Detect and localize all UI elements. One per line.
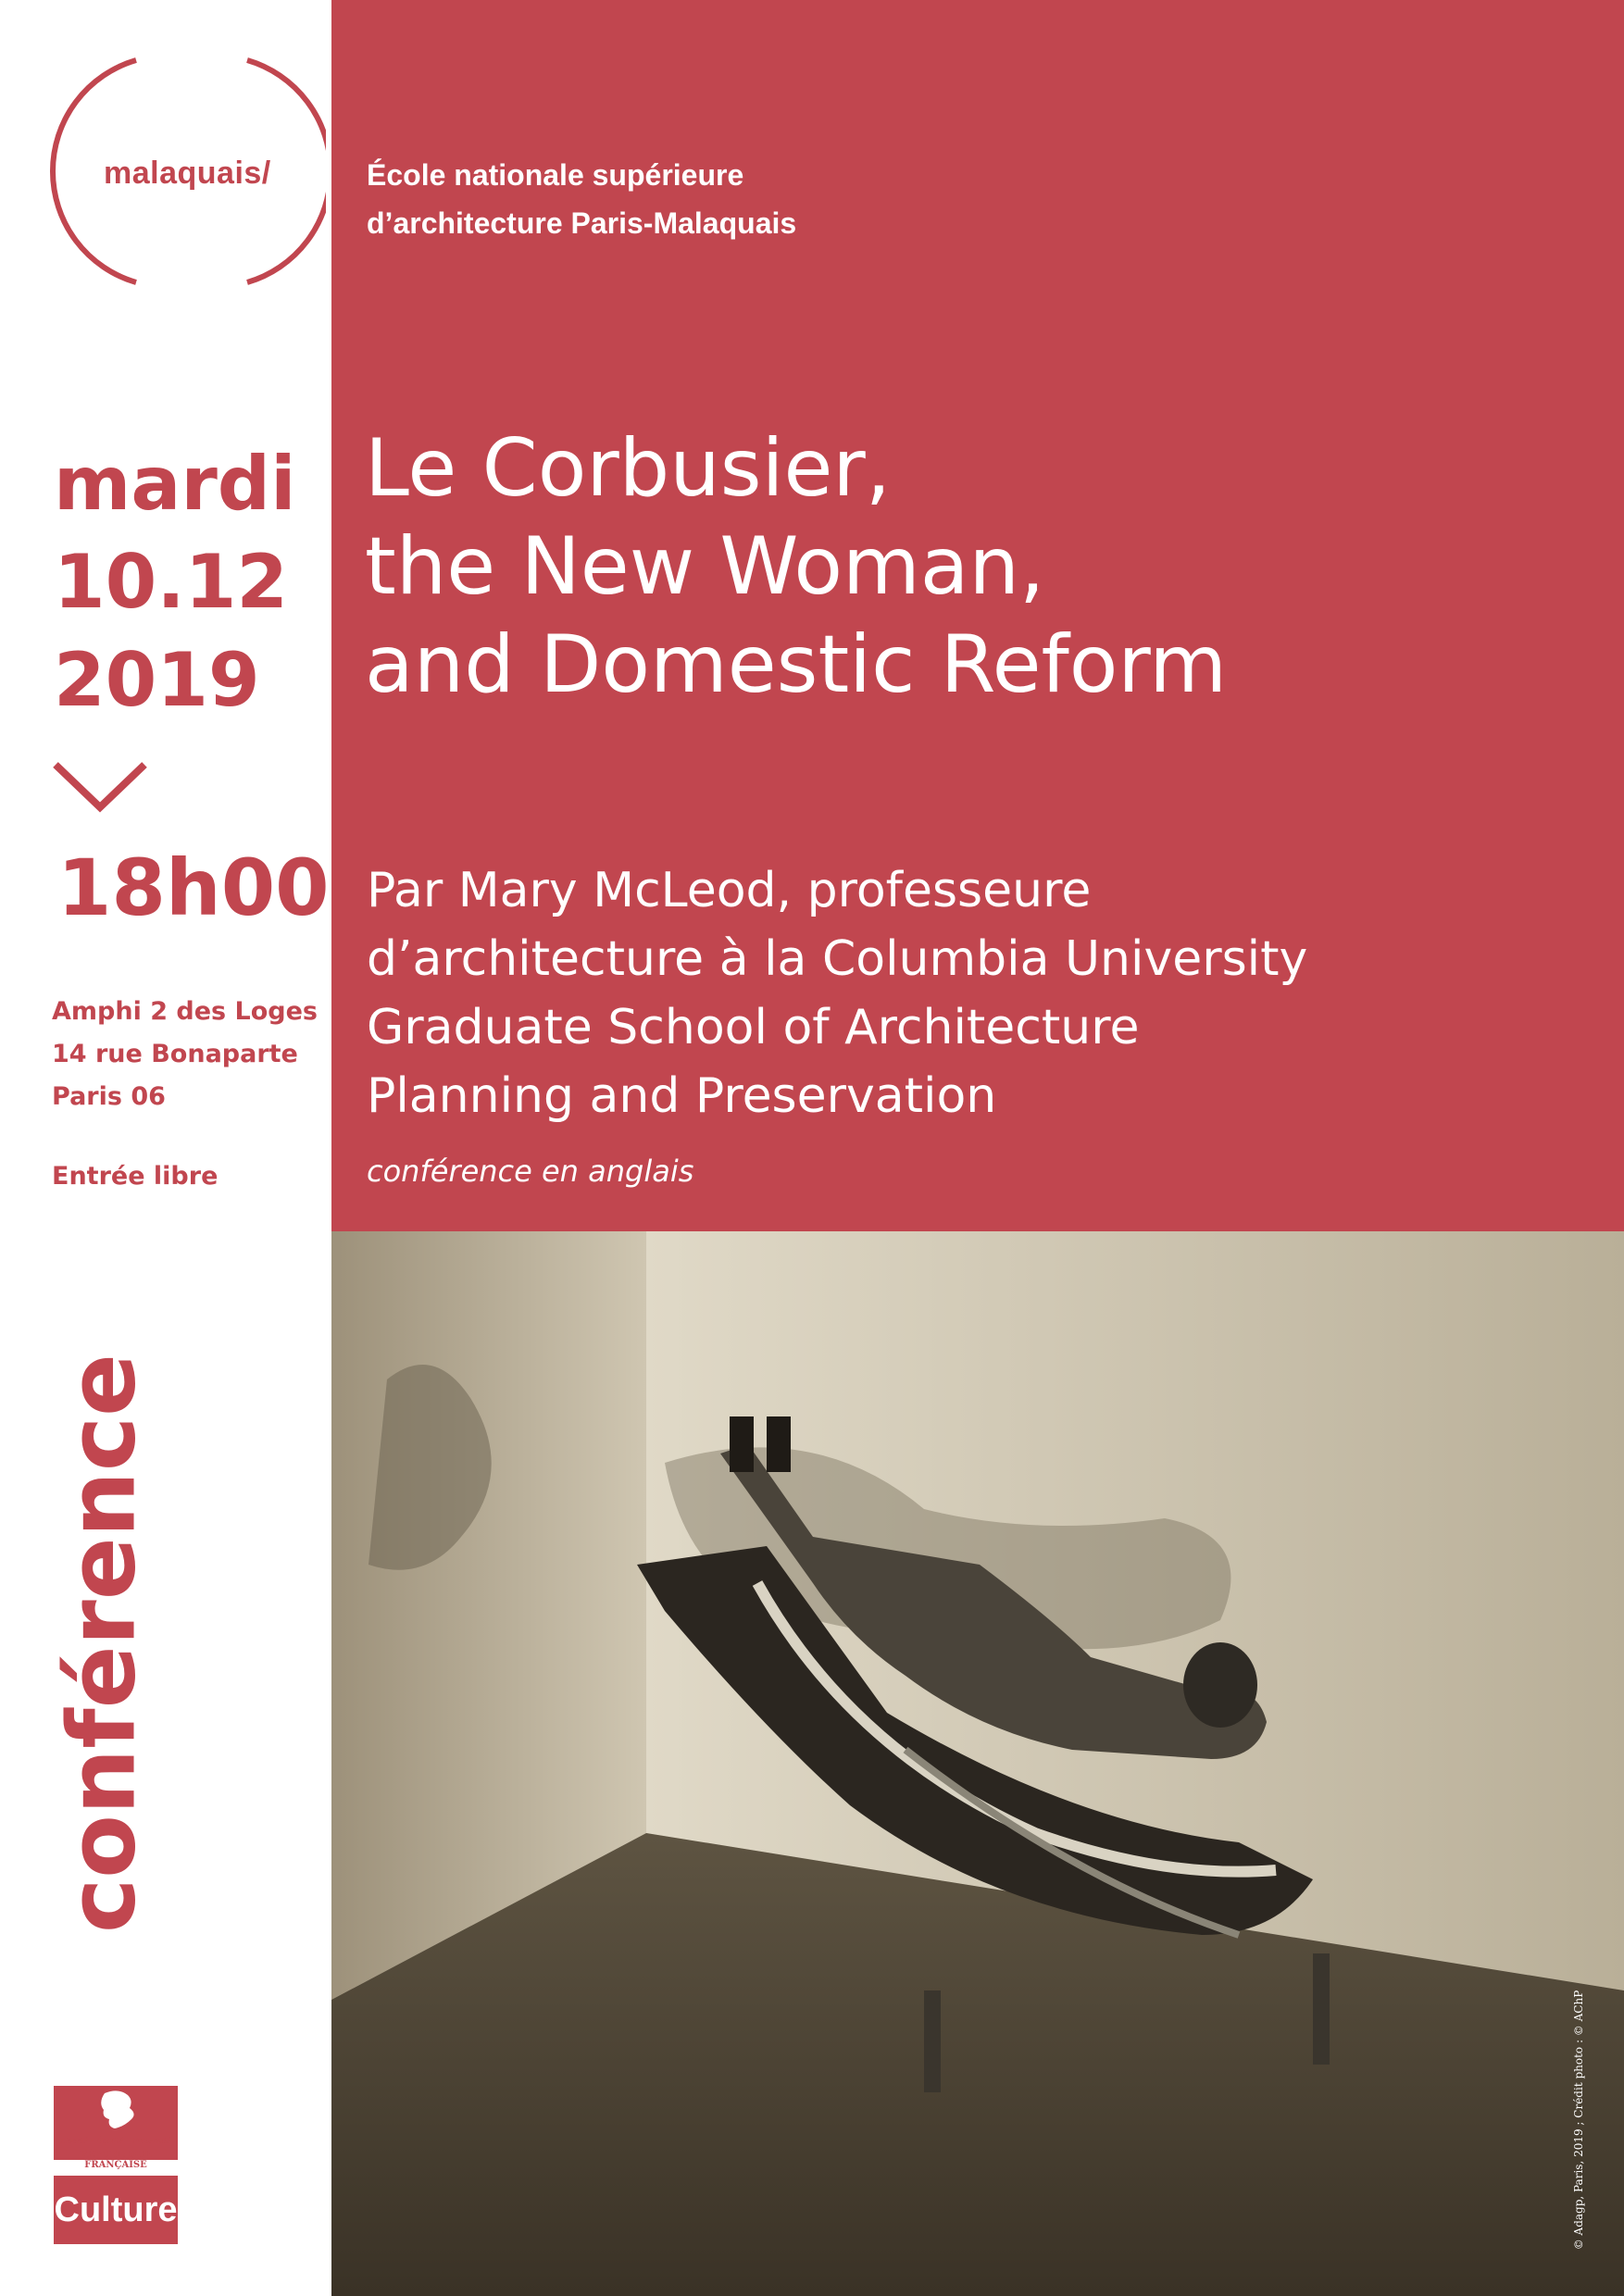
- republic-label: RÉPUBLIQUE FRANÇAISE: [80, 2150, 152, 2170]
- speaker-info: [367, 856, 1307, 1130]
- event-type-label: conférence: [47, 1354, 156, 1933]
- event-day: mardi: [54, 441, 296, 527]
- school-name: [367, 151, 796, 247]
- logo-wordmark: malaquais/: [104, 156, 271, 191]
- language-note: conférence en anglais: [367, 1154, 694, 1189]
- event-date: 10.12: [54, 539, 289, 625]
- event-time: 18h00: [57, 842, 330, 933]
- venue-line: Amphi 2 des Loges: [52, 997, 318, 1026]
- republic-motto: Liberté • Égalité • Fraternité: [60, 2137, 171, 2145]
- photo-credit: © Adagp, Paris, 2019 ; Crédit photo : © AChP: [1572, 1990, 1585, 2251]
- chaise-longue-photo: [331, 1231, 1624, 2296]
- speaker-line: d’architecture à la Columbia University: [367, 931, 1308, 987]
- speaker-line: Planning and Preservation: [367, 1068, 997, 1124]
- talk-title-line: Le Corbusier,: [365, 422, 892, 515]
- event-date-block: [54, 435, 295, 730]
- marianne-logo-icon: [54, 2086, 178, 2160]
- speaker-line: Graduate School of Architecture: [367, 1000, 1140, 1055]
- event-venue: [52, 991, 318, 1118]
- school-name-line: École nationale supérieure: [367, 158, 744, 192]
- talk-title-line: the New Woman,: [365, 520, 1045, 613]
- venue-line: 14 rue Bonaparte: [52, 1040, 298, 1068]
- marianne-profile-icon: [54, 2086, 178, 2136]
- speaker-line: Par Mary McLeod, professeure: [367, 863, 1092, 918]
- talk-title-line: and Domestic Reform: [365, 618, 1228, 711]
- entry-info: Entrée libre: [52, 1162, 219, 1191]
- event-year: 2019: [54, 637, 260, 723]
- chevron-down-icon: [52, 759, 148, 815]
- ministry-culture-logo: Culture: [54, 2176, 178, 2244]
- talk-title: [365, 419, 1227, 714]
- school-name-line: d’architecture Paris-Malaquais: [367, 206, 797, 240]
- venue-line: Paris 06: [52, 1082, 166, 1111]
